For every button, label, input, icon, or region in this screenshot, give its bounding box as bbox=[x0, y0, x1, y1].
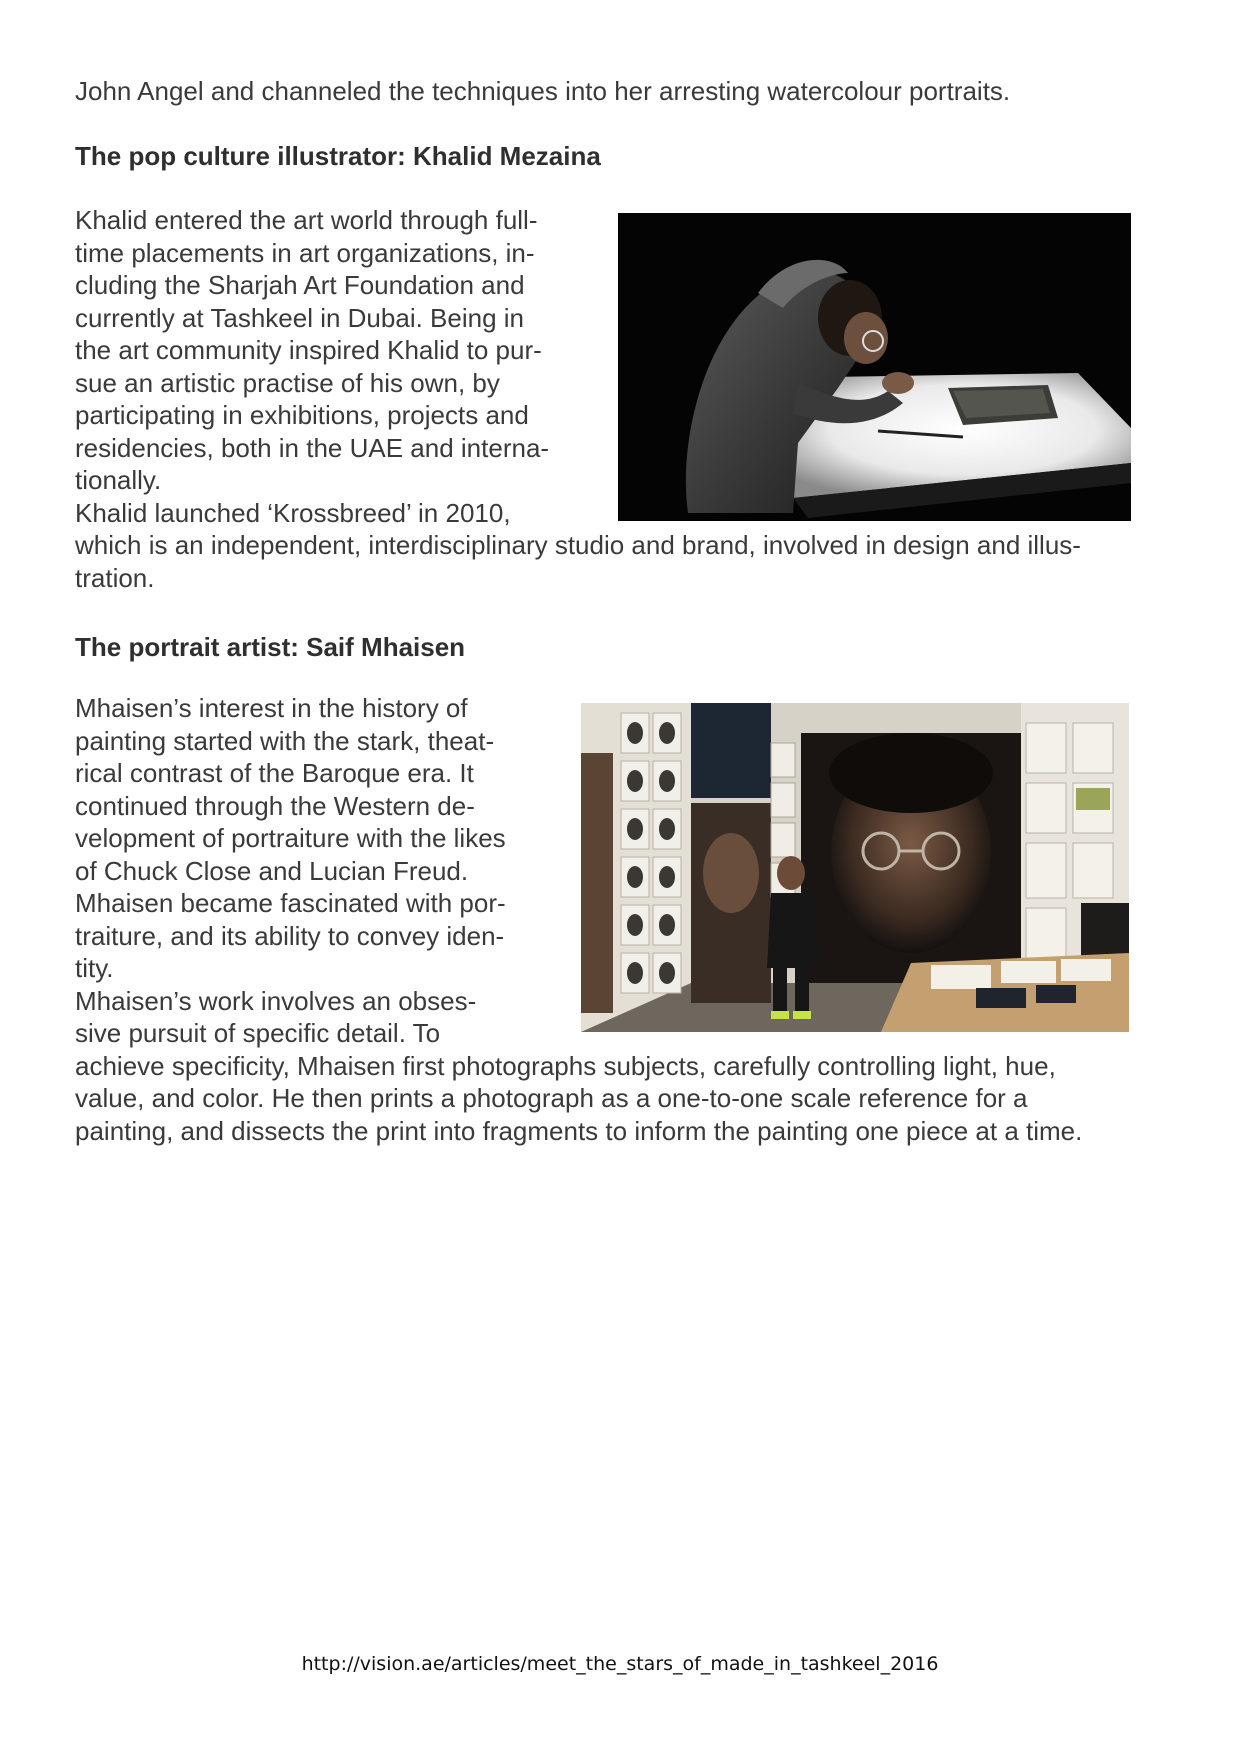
text-line: participating in exhibitions, projects and bbox=[75, 400, 529, 430]
text-line: traiture, and its ability to convey iden- bbox=[75, 920, 505, 951]
text-line: painting started with the stark, theat- bbox=[75, 725, 495, 756]
text-line: painting, and dissects the print into fragments to inform the painting one piece at a time. bbox=[75, 1115, 1083, 1146]
intro-line: John Angel and channeled the techniques into her arresting watercolour portraits. bbox=[75, 76, 1011, 106]
text-line: residencies, both in the UAE and interna- bbox=[75, 432, 550, 463]
text-line: Khalid entered the art world through full- bbox=[75, 205, 538, 235]
section-heading-khalid: The pop culture illustrator: Khalid Mezaina bbox=[75, 141, 601, 171]
text-line: velopment of portraiture with the likes bbox=[75, 823, 506, 853]
text-line: tration. bbox=[75, 562, 155, 593]
text-line: tity. bbox=[75, 953, 114, 983]
khalid-photo bbox=[618, 213, 1131, 521]
saif-studio-photo bbox=[581, 703, 1129, 1032]
text-line: sue an artistic practise of his own, by bbox=[75, 367, 500, 398]
text-line: achieve specificity, Mhaisen first photographs subjects, carefully controlling light, hue, bbox=[75, 1050, 1056, 1081]
text-line: cluding the Sharjah Art Foundation and bbox=[75, 270, 525, 300]
text-line: which is an independent, interdisciplinary studio and brand, involved in design and illus- bbox=[75, 530, 1081, 560]
text-line: of Chuck Close and Lucian Freud. bbox=[75, 855, 469, 886]
text-line: currently at Tashkeel in Dubai. Being in bbox=[75, 302, 524, 333]
text-line: value, and color. He then prints a photograph as a one-to-one scale reference for a bbox=[75, 1083, 1028, 1113]
text-line: time placements in art organizations, in- bbox=[75, 237, 535, 268]
text-line: rical contrast of the Baroque era. It bbox=[75, 758, 474, 788]
section-heading-saif: The portrait artist: Saif Mhaisen bbox=[75, 632, 466, 662]
text-line: the art community inspired Khalid to pur- bbox=[75, 335, 542, 365]
text-line: continued through the Western de- bbox=[75, 790, 475, 821]
text-line: Mhaisen’s interest in the history of bbox=[75, 693, 468, 723]
text-line: sive pursuit of specific detail. To bbox=[75, 1018, 441, 1048]
text-line: tionally. bbox=[75, 465, 162, 495]
text-line: Khalid launched ‘Krossbreed’ in 2010, bbox=[75, 497, 511, 528]
text-line: Mhaisen became fascinated with por- bbox=[75, 888, 506, 918]
source-url: http://vision.ae/articles/meet_the_stars_of_made_in_tashkeel_2016 bbox=[301, 1653, 939, 1675]
text-line: Mhaisen’s work involves an obses- bbox=[75, 985, 477, 1016]
